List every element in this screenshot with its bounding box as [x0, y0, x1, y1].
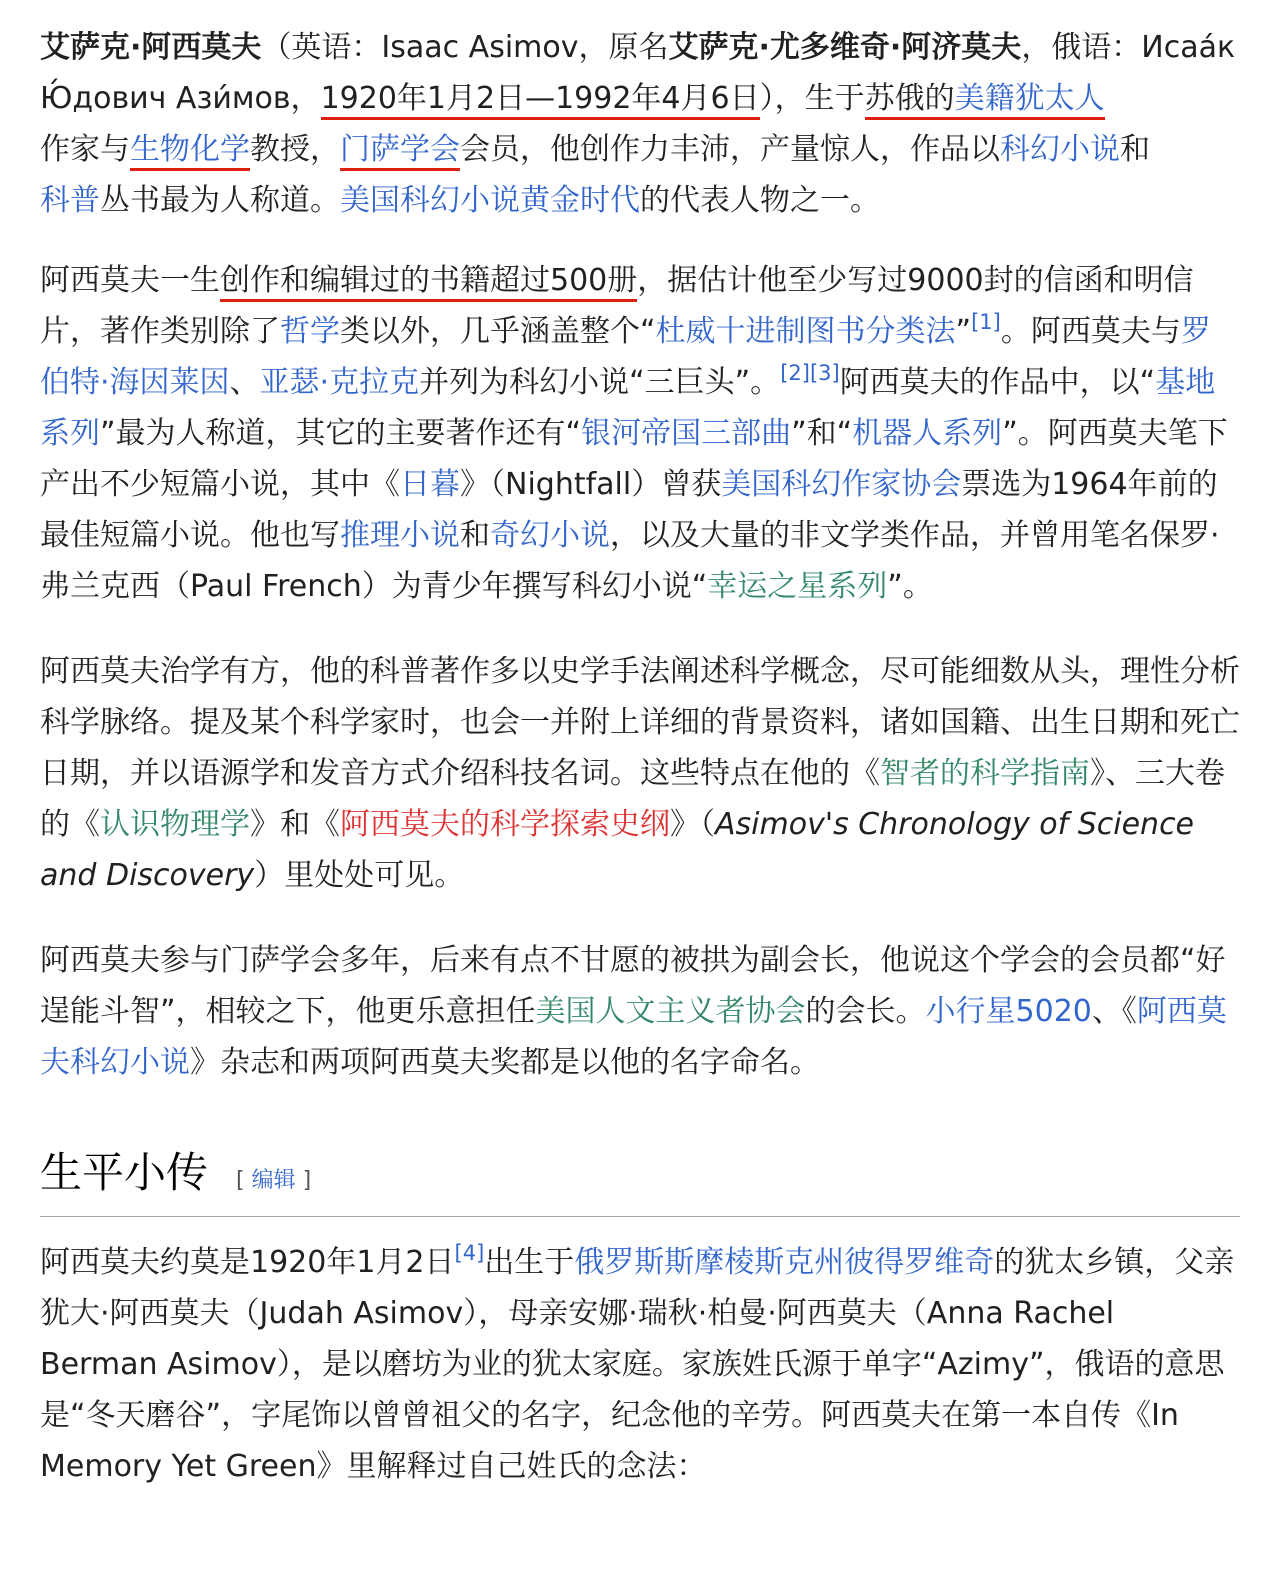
link-science-fiction[interactable]: 科幻小说 [1000, 132, 1120, 167]
link-understanding-physics[interactable]: 认识物理学 [100, 807, 250, 842]
link-petrovichi[interactable]: 俄罗斯斯摩棱斯克州彼得罗维奇 [574, 1245, 995, 1280]
intro-paragraph-1: 艾萨克·阿西莫夫（英语：Isaac Asimov，原名艾萨克·尤多维奇·阿济莫夫，俄语：Исаа́к Ю́дович Ази́мов，1920年1月2日—1992年4月6日），生于苏俄的美籍犹太人 作家与生物化学教授，门萨学会会员，他创作力丰沛，产量惊人，作品以科幻小说和 科普丛书最为人称道。美国科幻小说黄金时代的代表人物之一。 [40, 30, 1236, 218]
article-body [40, 22, 1240, 1492]
link-mensa[interactable]: 门萨学会 [340, 132, 460, 171]
link-mystery-fiction[interactable]: 推理小说 [340, 518, 460, 553]
link-dewey-decimal[interactable]: 杜威十进制图书分类法 [655, 314, 956, 349]
link-foundation-series[interactable]: 基地系列 [40, 365, 1216, 451]
soviet-russia-text: 苏俄 [865, 81, 925, 120]
link-american-humanist-association[interactable]: 美国人文主义者协会 [535, 994, 806, 1029]
link-asteroid-5020[interactable]: 小行星5020 [925, 994, 1092, 1029]
link-chronology[interactable]: 阿西莫夫的科学探索史纲 [340, 807, 670, 842]
link-nightfall[interactable]: 日暮 [400, 467, 460, 502]
link-biochemistry[interactable]: 生物化学 [130, 132, 250, 171]
link-intelligent-mans-guide[interactable]: 智者的科学指南 [880, 756, 1090, 791]
edit-section-link[interactable]: 编辑 [251, 1168, 296, 1193]
link-robot-series[interactable]: 机器人系列 [852, 416, 1003, 451]
link-american-jew[interactable]: 美籍犹太人 [955, 81, 1105, 120]
intro-paragraph-3: 阿西莫夫治学有方，他的科普著作多以史学手法阐述科学概念，尽可能细数从头，理性分析科学脉络。提及某个科学家时，也会一并附上详细的背景资料，诸如国籍、出生日期和死亡日期，并以语源学和发音方式介绍科技名词。这些特点在他的《智者的科学指南》、三大卷的《认识物理学》和《阿西莫夫的科学探索史纲》（Asimov's Chronology of Science and Discovery）里处处可见。 [40, 654, 1240, 893]
english-title: Asimov's Chronology of Science and Discovery [40, 807, 1195, 893]
link-lucky-starr[interactable]: 幸运之星系列 [707, 569, 888, 604]
link-fantasy-fiction[interactable]: 奇幻小说 [490, 518, 610, 553]
section-heading [40, 1146, 1240, 1217]
reference-2[interactable]: [2] [780, 361, 810, 385]
lifespan-dates: 1920年1月2日—1992年4月6日 [321, 81, 760, 120]
link-popular-science[interactable]: 科普 [40, 183, 100, 218]
books-count-text: 创作和编辑过的书籍超过500册 [220, 263, 637, 302]
reference-1[interactable]: [1] [971, 310, 1001, 334]
section-title: 生平小传 [40, 1148, 209, 1197]
link-philosophy[interactable]: 哲学 [280, 314, 340, 349]
reference-4[interactable]: [4] [454, 1241, 485, 1265]
link-asimov-magazine[interactable]: 阿西莫夫科幻小说 [40, 994, 1227, 1080]
original-name: 艾萨克·尤多维奇·阿济莫夫 [668, 30, 1022, 65]
link-clarke[interactable]: 亚瑟·克拉克 [259, 365, 420, 400]
link-golden-age[interactable]: 美国科幻小说黄金时代 [340, 183, 640, 218]
link-heinlein[interactable]: 罗伯特·海因莱因 [40, 314, 1211, 400]
link-sfwa[interactable]: 美国科幻作家协会 [721, 467, 962, 502]
section-edit: [ 编辑 ] [236, 1168, 312, 1193]
intro-paragraph-2: 阿西莫夫一生创作和编辑过的书籍超过500册，据估计他至少写过9000封的信函和明信片，著作类别除了哲学类以外，几乎涵盖整个“杜威十进制图书分类法”[1]。阿西莫夫与罗伯特·海因莱因、亚瑟·克拉克并列为科幻小说“三巨头”。[2][3]阿西莫夫的作品中，以“基地系列”最为人称道，其它的主要著作还有“银河帝国三部曲”和“机器人系列”。阿西莫夫笔下产出不少短篇小说，其中《日暮》（Nightfall）曾获美国科幻作家协会票选为1964年前的最佳短篇小说。他也写推理小说和奇幻小说，以及大量的非文学类作品，并曾用笔名保罗·弗兰克西（Paul French）为青少年撰写科幻小说“幸运之星系列”。 [40, 263, 1228, 604]
reference-3[interactable]: [3] [809, 361, 840, 385]
intro-paragraph-4: 阿西莫夫参与门萨学会多年，后来有点不甘愿的被拱为副会长，他说这个学会的会员都“好逞能斗智”，相较之下，他更乐意担任美国人文主义者协会的会长。小行星5020、《阿西莫夫科幻小说》杂志和两项阿西莫夫奖都是以他的名字命名。 [40, 943, 1227, 1080]
link-galactic-empire[interactable]: 银河帝国三部曲 [581, 416, 792, 451]
biography-paragraph-1: 阿西莫夫约莫是1920年1月2日[4]出生于俄罗斯斯摩棱斯克州彼得罗维奇的犹太乡镇，父亲犹大·阿西莫夫（Judah Asimov），母亲安娜·瑞秋·柏曼·阿西莫夫（Anna Rachel Berman Asimov），是以磨坊为业的犹太家庭。家族姓氏源于单字“Azimy”，俄语的意思是“冬天磨谷”，字尾饰以曾曾祖父的名字，纪念他的辛劳。阿西莫夫在第一本自传《In Memory Yet Green》里解释过自己姓氏的念法： [40, 1241, 1235, 1484]
subject-name: 艾萨克·阿西莫夫 [40, 30, 262, 65]
